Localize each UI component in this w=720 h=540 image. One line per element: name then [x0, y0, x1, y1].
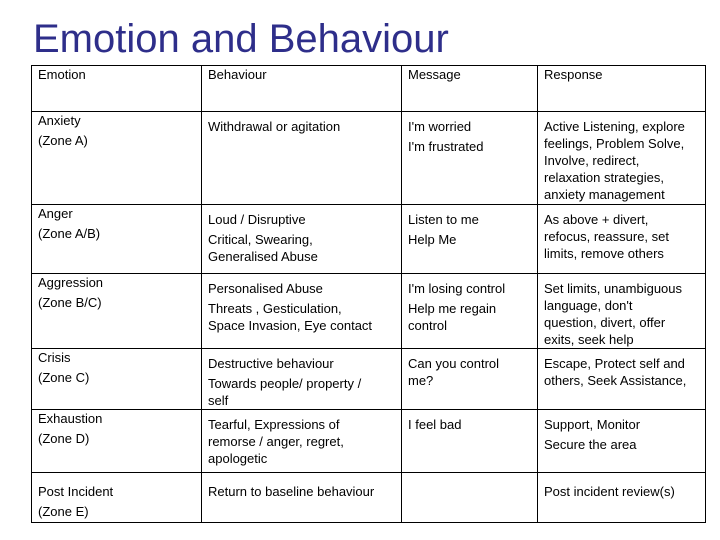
message-line: I feel bad [408, 417, 462, 432]
response-line: Post incident review(s) [544, 484, 675, 499]
emotion-label: Exhaustion [38, 411, 103, 426]
response-line: anxiety management [544, 187, 665, 202]
response-line: Escape, Protect self and [544, 356, 685, 371]
response-line: exits, seek help [544, 332, 634, 347]
message-cell [402, 473, 538, 523]
message-line: Help Me [408, 232, 457, 247]
response-cell [538, 112, 706, 205]
behaviour-line: Personalised Abuse [208, 281, 323, 296]
zone-label: (Zone A/B) [38, 226, 101, 241]
emotion-label: Anger [38, 206, 73, 221]
behaviour-line: self [208, 393, 229, 408]
table-row [32, 410, 706, 473]
emotion-cell [32, 473, 202, 523]
response-cell [538, 473, 706, 523]
header-cell-emotion: Emotion [32, 66, 202, 112]
response-line: As above + divert, [544, 212, 649, 227]
message-line: Listen to me [408, 212, 479, 227]
behaviour-line: Space Invasion, Eye contact [208, 318, 373, 333]
emotion-label: Post Incident [38, 484, 114, 499]
response-line: Active Listening, explore [544, 119, 685, 134]
behaviour-cell [202, 274, 402, 349]
behaviour-line: Destructive behaviour [208, 356, 334, 371]
zone-label: (Zone A) [38, 133, 88, 148]
emotion-label: Crisis [38, 350, 71, 365]
message-cell [402, 410, 538, 473]
message-cell [402, 112, 538, 205]
message-cell [402, 349, 538, 410]
emotion-cell [32, 205, 202, 274]
zone-label: (Zone B/C) [38, 295, 102, 310]
message-line: I'm frustrated [408, 139, 484, 154]
message-cell [402, 205, 538, 274]
header-cell-behaviour: Behaviour [202, 66, 402, 112]
table-row [32, 112, 706, 205]
response-cell [538, 274, 706, 349]
behaviour-line: Generalised Abuse [208, 249, 318, 264]
behaviour-cell [202, 205, 402, 274]
behaviour-cell [202, 410, 402, 473]
response-line: Involve, redirect, [544, 153, 640, 168]
message-line: control [408, 318, 448, 333]
response-line: limits, remove others [544, 246, 664, 261]
emotion-label: Aggression [38, 275, 104, 290]
emotion-cell [32, 112, 202, 205]
emotion-cell [32, 349, 202, 410]
emotion-cell [32, 274, 202, 349]
table-row [32, 473, 706, 523]
response-line: language, don't [544, 298, 633, 313]
table-row [32, 205, 706, 274]
header-cell-response: Response [538, 66, 706, 112]
emotion-behaviour-table [31, 65, 706, 523]
behaviour-line: Tearful, Expressions of [208, 417, 340, 432]
behaviour-line: Towards people/ property / [208, 376, 362, 391]
response-line: Secure the area [544, 437, 637, 452]
behaviour-line: Loud / Disruptive [208, 212, 306, 227]
emotion-label: Anxiety [38, 113, 81, 128]
behaviour-cell [202, 112, 402, 205]
table-row [32, 349, 706, 410]
table-row [32, 274, 706, 349]
message-line: me? [408, 373, 434, 388]
zone-label: (Zone C) [38, 370, 90, 385]
response-cell [538, 205, 706, 274]
message-line: Help me regain [408, 301, 497, 316]
message-line: Can you control [408, 356, 500, 371]
behaviour-line: Threats , Gesticulation, [208, 301, 342, 316]
behaviour-cell [202, 349, 402, 410]
message-cell [402, 274, 538, 349]
response-line: Set limits, unambiguous [544, 281, 683, 296]
behaviour-cell [202, 473, 402, 523]
zone-label: (Zone D) [38, 431, 90, 446]
response-line: refocus, reassure, set [544, 229, 669, 244]
behaviour-line: remorse / anger, regret, [208, 434, 344, 449]
behaviour-line: apologetic [208, 451, 268, 466]
message-line: I'm worried [408, 119, 472, 134]
response-cell [538, 349, 706, 410]
zone-label: (Zone E) [38, 504, 89, 519]
emotion-cell [32, 410, 202, 473]
response-line: question, divert, offer [544, 315, 666, 330]
behaviour-line: Critical, Swearing, [208, 232, 313, 247]
response-line: others, Seek Assistance, [544, 373, 687, 388]
response-line: feelings, Problem Solve, [544, 136, 685, 151]
response-line: Support, Monitor [544, 417, 641, 432]
page-title: Emotion and Behaviour [33, 17, 449, 61]
behaviour-line: Withdrawal or agitation [208, 119, 341, 134]
response-line: relaxation strategies, [544, 170, 664, 185]
header-row [32, 66, 706, 112]
behaviour-line: Return to baseline behaviour [208, 484, 375, 499]
header-cell-message: Message [402, 66, 538, 112]
message-line: I'm losing control [408, 281, 506, 296]
response-cell [538, 410, 706, 473]
